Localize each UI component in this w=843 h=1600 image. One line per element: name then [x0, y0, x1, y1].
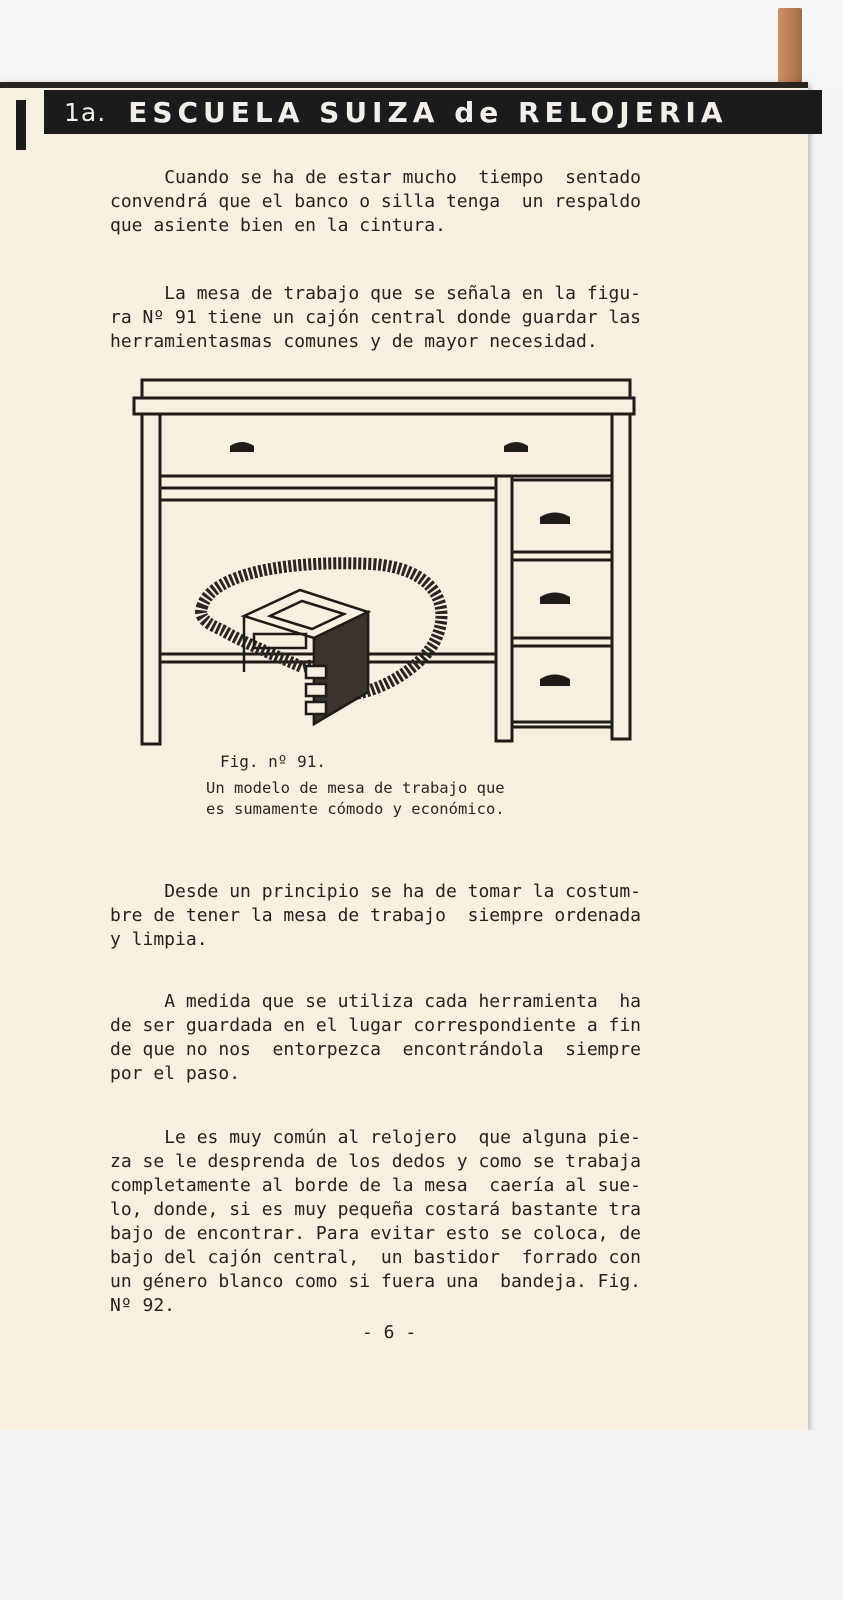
background-sheet-top — [0, 0, 843, 90]
paragraph-1: Cuando se ha de estar mucho tiempo sentado convendrá que el banco o silla tenga un respaldo que asiente bien en la cintura. — [110, 167, 642, 236]
background-sheet-bottom — [0, 1430, 843, 1600]
small-bench-illustration — [244, 590, 368, 724]
paragraph-3: Desde un principio se ha de tomar la costum- bre de tener la mesa de trabajo siempre ordenada y limpia. — [110, 881, 642, 950]
paragraph-5: Le es muy común al relojero que alguna pie- za se le desprenda de los dedos y como se trabaja completamente al borde de la mesa caería al sue- lo, donde, si es muy pequeña costará bastante tra bajo de encontrar. Para evitar esto se coloca, de bajo del cajón central, un bastidor forrado con un género blanco como si fuera una bandeja. Fig. Nº 92. — [110, 1127, 642, 1316]
workbench-illustration — [132, 372, 642, 752]
page-header — [44, 90, 822, 134]
drawer-handle-icon — [540, 513, 570, 525]
paragraph-4: A medida que se utiliza cada herramienta ha de ser guardada en el lugar correspondiente a fin de que no nos entorpezca encontrándola siempre por el paso. — [110, 991, 642, 1084]
drawer-handle-icon — [230, 442, 254, 452]
bench-left-leg — [142, 414, 160, 744]
page-number: - 6 - — [362, 1322, 417, 1343]
drawer-handle-icon — [540, 675, 570, 687]
header-title: ESCUELA SUIZA de RELOJERIA — [128, 95, 728, 129]
central-drawer — [160, 414, 612, 476]
figure-label: Fig. nº 91. — [220, 752, 326, 771]
bench-top — [134, 398, 634, 414]
drawer-handle-icon — [504, 442, 528, 452]
header-lead: 1a. — [64, 97, 107, 127]
drawer-handle-icon — [540, 593, 570, 605]
paragraph-2: La mesa de trabajo que se señala en la figu- ra Nº 91 tiene un cajón central donde guardar las herramientasmas comunes y de mayor necesidad. — [110, 283, 642, 352]
header-side-mark — [16, 100, 26, 150]
bench-right-leg — [612, 414, 630, 739]
figure-caption: Un modelo de mesa de trabajo que es sumamente cómodo y económico. — [206, 779, 505, 818]
